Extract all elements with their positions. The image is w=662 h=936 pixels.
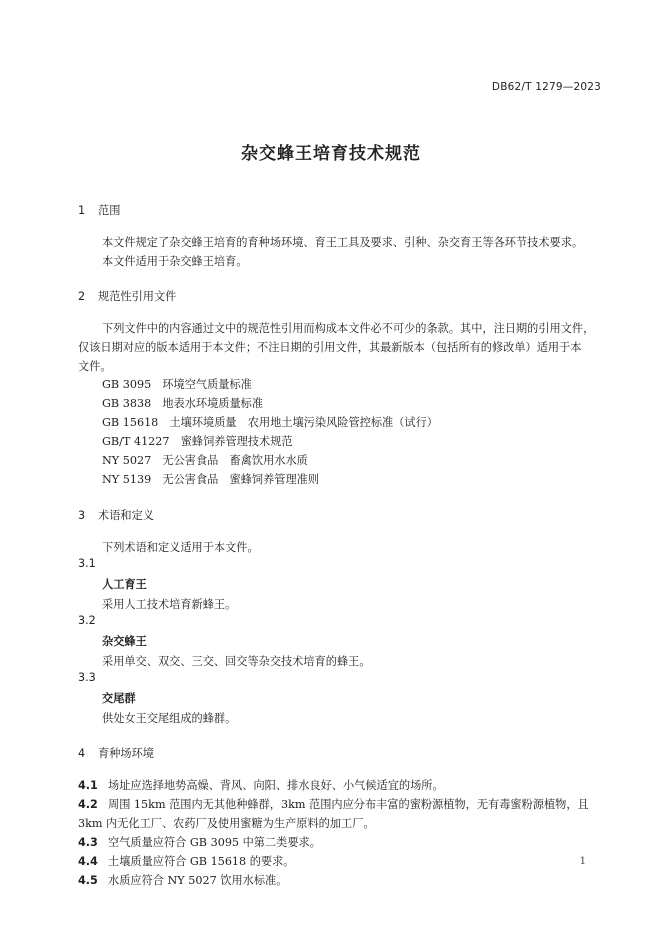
term-name: 人工育王	[102, 578, 147, 591]
clause-number: 4.4	[78, 855, 98, 868]
reference-item: GB/T 41227 蜜蜂饲养管理技术规范	[102, 435, 293, 448]
section-number: 3	[78, 509, 86, 522]
clause-text: 空气质量应符合 GB 3095 中第二类要求。	[108, 836, 321, 849]
clause-text: 周围 15km 范围内无其他种蜂群，3km 范围内应分布丰富的蜜粉源植物，无有毒蜜粉源植物，且	[108, 798, 589, 811]
clause-item	[78, 795, 602, 814]
term-definition: 采用人工技术培育新蜂王。	[102, 598, 237, 611]
term-name: 杂交蜂王	[102, 635, 147, 648]
section-title: 范围	[98, 204, 121, 217]
section-heading-scope	[78, 202, 120, 218]
term-number: 3.1	[78, 557, 96, 570]
term-name: 交尾群	[102, 692, 136, 705]
term-definition: 供处女王交尾组成的蜂群。	[102, 712, 237, 725]
section-number: 4	[78, 747, 86, 760]
section-title: 术语和定义	[98, 509, 154, 522]
clause-item	[78, 871, 602, 890]
paragraph-line: 下列文件中的内容通过文中的规范性引用而构成本文件必不可少的条款。其中，注日期的引用文件，	[102, 322, 595, 335]
paragraph-line: 文件。	[78, 360, 112, 373]
section-number: 2	[78, 290, 86, 303]
page-number: 1	[579, 856, 586, 867]
clause-text: 土壤质量应符合 GB 15618 的要求。	[108, 855, 295, 868]
reference-item: GB 3095 环境空气质量标准	[102, 378, 252, 391]
section-number: 1	[78, 204, 86, 217]
term-number: 3.2	[78, 614, 96, 627]
section-heading-normative-references	[78, 288, 176, 304]
clause-number: 4.1	[78, 779, 98, 792]
clause-item	[78, 776, 602, 795]
clause-number: 4.2	[78, 798, 98, 811]
reference-item: GB 15618 土壤环境质量 农用地土壤污染风险管控标准（试行）	[102, 416, 438, 429]
document-title: 杂交蜂王培育技术规范	[241, 144, 421, 164]
reference-item: NY 5139 无公害食品 蜜蜂饲养管理准则	[102, 473, 320, 486]
section-title: 规范性引用文件	[98, 290, 177, 303]
clause-continuation: 3km 内无化工厂、农药厂及使用蜜糖为生产原料的加工厂。	[78, 817, 375, 830]
section-title: 育种场环境	[98, 747, 154, 760]
reference-item: GB 3838 地表水环境质量标准	[102, 397, 264, 410]
clause-item	[78, 852, 602, 871]
clause-text: 水质应符合 NY 5027 饮用水标准。	[108, 874, 288, 887]
section-heading-terms	[78, 507, 154, 523]
clause-text: 场址应选择地势高燥、背风、向阳、排水良好、小气候适宜的场所。	[108, 779, 444, 792]
clause-item	[78, 833, 602, 852]
document-code: DB62/T 1279—2023	[491, 81, 601, 93]
term-definition: 采用单交、双交、三交、回交等杂交技术培育的蜂王。	[102, 655, 371, 668]
clause-number: 4.5	[78, 874, 98, 887]
clause-number: 4.3	[78, 836, 98, 849]
reference-item: NY 5027 无公害食品 畜禽饮用水水质	[102, 454, 308, 467]
paragraph-line: 仅该日期对应的版本适用于本文件；不注日期的引用文件，其最新版本（包括所有的修改单）适用于本	[78, 341, 582, 354]
paragraph: 本文件规定了杂交蜂王培育的育种场环境、育王工具及要求、引种、杂交育王等各环节技术要求。	[102, 236, 584, 249]
term-number: 3.3	[78, 671, 96, 684]
paragraph: 下列术语和定义适用于本文件。	[102, 541, 259, 554]
section-heading-breeding-environment	[78, 745, 154, 761]
paragraph: 本文件适用于杂交蜂王培育。	[102, 255, 248, 268]
